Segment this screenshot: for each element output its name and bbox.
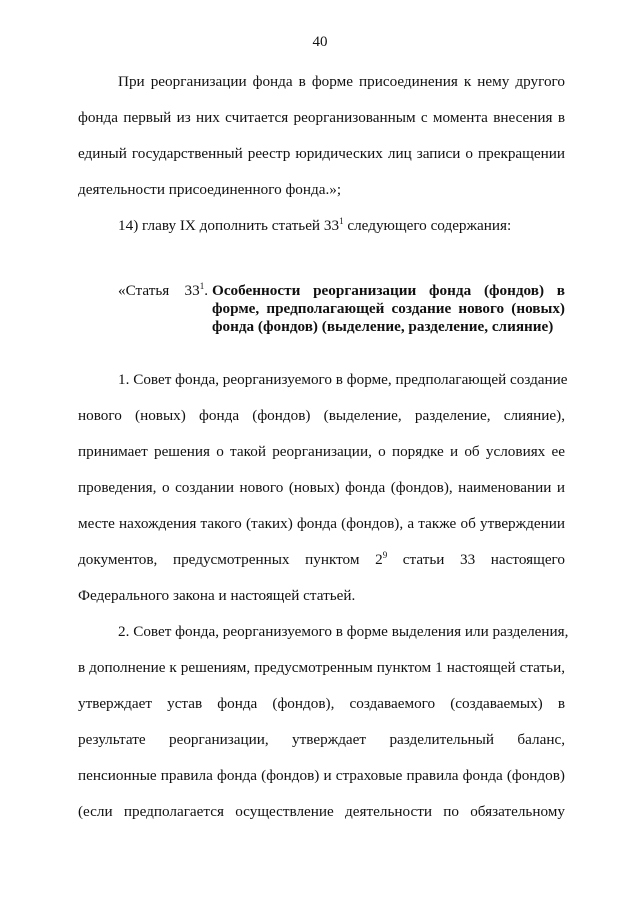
paragraph-line: в дополнение к решениям, предусмотренным пунктом 1 настоящей статьи, [78,659,565,676]
paragraph-line [78,551,565,569]
item-14-superscript: 1 [339,215,344,226]
article-title-line: фонда (фондов) (выделение, разделение, слияние) [212,318,554,335]
paragraph-text: документов, предусмотренных пунктом 2 [78,551,383,568]
page-number: 40 [312,34,328,50]
paragraph-line: проведения, о создании нового (новых) фонда (фондов), наименовании и [78,479,565,496]
paragraph-line: месте нахождения такого (таких) фонда (фондов), а также об утверждении [78,515,565,532]
paragraph-line: (если предполагается осуществление деятельности по обязательному [78,803,565,820]
paragraph-line: 1. Совет фонда, реорганизуемого в форме, предполагающей создание [118,371,568,388]
article-title-line: форме, предполагающей создание нового (новых) [212,300,565,317]
article-label-dot: . [204,282,208,299]
paragraph-line: единый государственный реестр юридических лиц записи о прекращении [78,145,565,162]
item-14-text: 14) главу IX дополнить статьей 33 [118,217,340,234]
paragraph-line: Федерального закона и настоящей статьей. [78,587,356,604]
article-label-superscript: 1 [199,280,205,291]
paragraph-line: принимает решения о такой реорганизации, о порядке и об условиях ее [78,443,565,460]
paragraph-line: 2. Совет фонда, реорганизуемого в форме выделения или разделения, [118,623,569,640]
paragraph-line: пенсионные правила фонда (фондов) и страховые правила фонда (фондов) [78,767,565,784]
paragraph-line: При реорганизации фонда в форме присоединения к нему другого [118,73,565,90]
article-label [118,282,208,300]
article-label-text: «Статья 33 [118,282,200,299]
paragraph-line: деятельности присоединенного фонда.»; [78,181,342,198]
article-title-line: Особенности реорганизации фонда (фондов) в [212,282,565,299]
paragraph-line: утверждает устав фонда (фондов), создаваемого (создаваемых) в [78,695,565,712]
paragraph-text-after: статьи 33 настоящего [387,551,565,568]
item-14-text-after: следующего содержания: [343,217,512,234]
paragraph-line: результате реорганизации, утверждает разделительный баланс, [78,731,565,748]
list-item-14 [118,217,565,235]
paragraph-line: нового (новых) фонда (фондов) (выделение, разделение, слияние), [78,407,565,424]
paragraph-line: фонда первый из них считается реорганизованным с момента внесения в [78,109,565,126]
paragraph-superscript: 9 [382,549,388,560]
